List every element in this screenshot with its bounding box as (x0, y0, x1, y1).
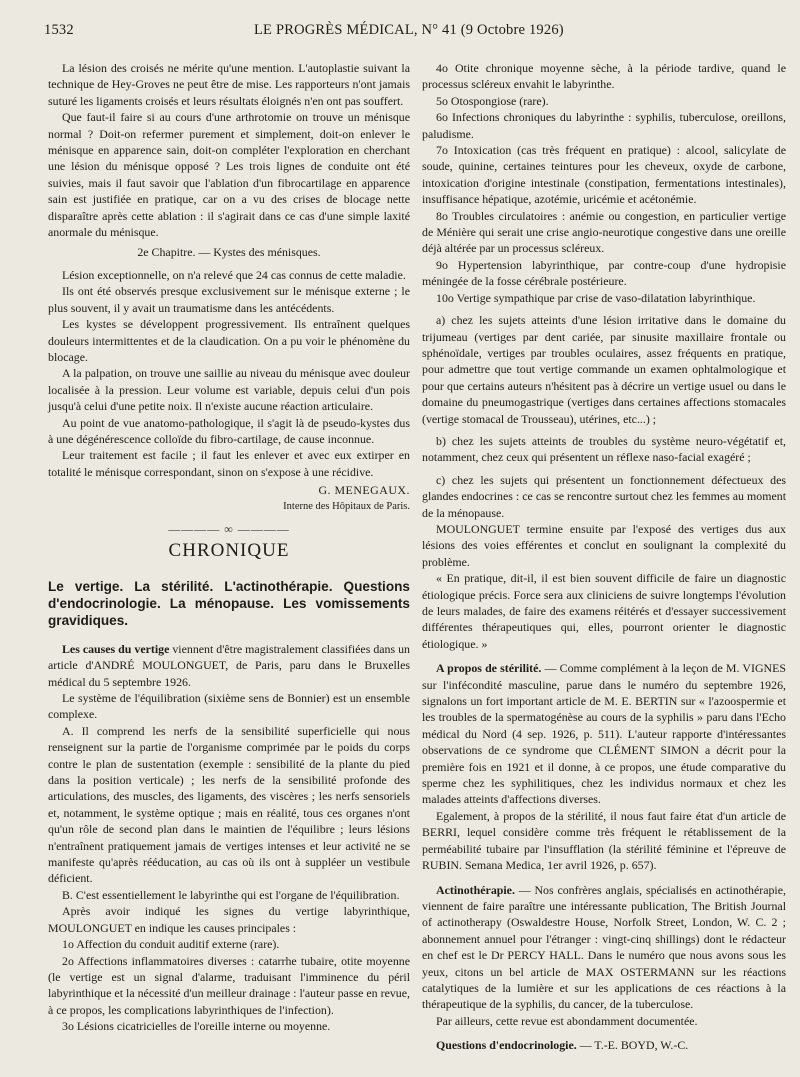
paragraph: b) chez les sujets atteints de troubles du système neuro-végétatif et, notamment, chez ceux qui présentent un réflexe naso-facial exagéré ; (422, 433, 786, 465)
paragraph: B. C'est essentiellement le labyrinthe qui est l'organe de l'équilibration. (62, 887, 400, 902)
page-number: 1532 (44, 22, 74, 38)
list-item: 1o Affection du conduit auditif externe (rare). (62, 937, 280, 952)
paragraph: Ils ont été observés presque exclusivement sur le ménisque externe ; le plus souvent, il y avait un traumatisme dans les antécédents. (48, 284, 410, 315)
list-item: 2o Affections inflammatoires diverses : catarrhe tubaire, otite moyenne (le vertige est un signal d'alarme, traduisant l'imminence du péril labyrinthique et la nécessité d'un meilleur drainage : l'auteur passe en revue, à ce propos, les complications labyrinthiques de l'infection). (48, 953, 410, 1017)
paragraph: Lésion exceptionnelle, on n'a relevé que 24 cas connus de cette maladie. (62, 267, 406, 282)
paragraph: Au point de vue anatomo-pathologique, il s'agit là de pseudo-kystes dus à une dégénérescence colloïde du fibro-cartilage, de cause inconnue. (48, 415, 410, 446)
paragraph (48, 641, 410, 690)
list-item: 3o Lésions cicatricielles de l'oreille interne ou moyenne. (62, 1019, 331, 1034)
paragraph: « En pratique, dit-il, il est bien souvent difficile de faire un diagnostic étiologique précis. Force sera aux cliniciens de suivre longtemps l'évolution de leurs malades, de faire des examens réitérés et d'essayer successivement différentes thérapeutiques qui, elles, pourront orienter le diagnostic étiologique. » (422, 571, 786, 651)
paragraph: A. Il comprend les nerfs de la sensibilité superficielle qui nous renseignent sur la partie de l'organisme comprimée par le poids du corps contre le plan de sustentation (exemple : sensibilité de la plante du pied dans la position verticale) ; les nerfs de la sensibilité profonde des articulations, des muscles, des ligaments, des viscères ; les nerfs sensoriels et, notamment, le système optique ; mais en réalité, tous ces organes n'ont qu'un rôle de second plan dans le maintien de l'équilibre ; leurs lésions n'entraînent pratiquement jamais de vertiges intenses et leur activité ne se manifeste qu'après rééducation, au cas où ils ont à suppléer un vestibule déficient. (48, 723, 410, 886)
paragraph (422, 660, 786, 808)
spacer (422, 874, 786, 882)
section-heading: CHRONIQUE (168, 540, 290, 562)
paragraph-text: — T.-E. BOYD, W.-C. (576, 1038, 689, 1053)
list-item: 6o Infections chroniques du labyrinthe : syphilis, tuberculose, oreillons, paludisme. (422, 110, 786, 141)
paragraph: c) chez les sujets qui présentent un fonctionnement défectueux des glandes endocrines : ce cas se rencontre surtout chez les femmes au moment de la ménopause. (422, 472, 786, 520)
paragraph: Par ailleurs, cette revue est abondamment documentée. (436, 1013, 698, 1028)
paragraph: Les kystes se développent progressivement. Ils entraînent quelques douleurs intermittentes et de la claudication. On a pu voir le phénomène du blocage. (48, 317, 410, 364)
run-in-heading: A propos de stérilité. (436, 661, 542, 676)
list-item: 5o Otospongiose (rare). (436, 93, 549, 108)
ornamental-divider: ———— ∞ ———— (168, 521, 290, 536)
list-item: 8o Troubles circulatoires : anémie ou congestion, en particulier vertige de Ménière qui serait une crise angio-neurotique congestive dans une oreille déjà altérée par un processus scléreux. (422, 208, 786, 256)
right-column (422, 60, 786, 1054)
topic-title: Le vertige. La stérilité. L'actinothérapie. Questions d'endocrinologie. La ménopause. Les vomissements gravidiques. (48, 578, 410, 628)
run-in-heading: Questions d'endocrinologie. (436, 1038, 577, 1053)
paragraph (422, 882, 786, 1013)
spacer (422, 652, 786, 660)
paragraph: Que faut-il faire si au cours d'une arthrotomie on trouve un ménisque normal ? Doit-on refermer purement et simplement, doit-on enlever le ménisque en apparence sain, doit-on compléter l'exploration en cherchant une lésion du ménisque opposé ? Les trois lignes de conduite ont été suivies, mais il faut savoir que l'ablation d'un fibrocartilage en apparence sain est justifiée en pratique, car on a vu des crises de blocage nette disparaître après cette ablation : il s'agirait dans ce cas d'une simple laxité anormale du ménisque. (48, 110, 410, 240)
author-role: Interne des Hôpitaux de Paris. (283, 500, 410, 512)
paragraph: A la palpation, on trouve une saillie au niveau du ménisque avec douleur localisée à la pression. Leur volume est variable, depuis celui d'un pois jusqu'à celui d'une petite noix. Il n'existe aucune réaction articulaire. (48, 366, 410, 414)
paragraph: La lésion des croisés ne mérite qu'une mention. L'autoplastie suivant la technique de Hey-Groves ne peut être de mise. Les rapporteurs n'ont jamais suturé les ligaments croisés et leurs résultats éloignés n'en ont pas souffert. (48, 61, 410, 108)
paragraph-text: — Nos confrères anglais, spécialisés en actinothérapie, viennent de faire paraître une intéressante publication, The British Journal of actinotherapy (Oswaldestre House, Norfolk Street, London, W. C. 2 ; abonnement annuel pour l'étranger : vingt-cinq shillings) dont le rédacteur en chef est le Dr PERCY HALL. Dans le numéro que nous avons sous les yeux, citons un bel article de MAX OSTERMANN sur les réactions catalytiques de la lumière et sur les applications de ces réactions à la thérapeutique de la syphilis, du cancer, de la tuberculose. (422, 882, 786, 1012)
run-in-heading: Les causes du vertige (62, 641, 170, 656)
paragraph-text: viennent d'être magistralement classifiées dans un article d'ANDRÉ MOULONGUET, de Paris, paru dans le Bruxelles médical du 5 septembre 1926. (48, 641, 410, 689)
list-item: 4o Otite chronique moyenne sèche, à la période tardive, quand le processus scléreux envahit le labyrinthe. (422, 61, 786, 92)
paragraph: Après avoir indiqué les signes du vertige labyrinthique, MOULONGUET en indique les causes principales : (48, 904, 410, 935)
paragraph-text: — Comme complément à la leçon de M. VIGNES sur l'infécondité masculine, parue dans le numéro du septembre 1926, signalons un fort important article de M. E. BERTIN sur « l'azoospermie et les troubles de la spermatogénèse au cours de la syphilis » paru dans l'Echo médical du Nord (4 sep. 1926, p. 511). L'auteur rapporte d'intéressantes observations de ce syndrome que CLÉMENT SIMON a décrit pour la première fois en 1921 et il donne, à ce propos, une étude comparative du sperme chez les syphilitiques, chez les individus normaux et chez les malades atteints d'affections diverses. (422, 661, 786, 807)
run-in-heading: Actinothérapie. (436, 882, 515, 897)
page-header (44, 22, 776, 44)
list-item: 7o Intoxication (cas très fréquent en pratique) : alcool, salicylate de soude, quinine, certaines teintures pour les cheveux, oxyde de carbone, intoxication d'origine intestinale (constipation, fermentations intestinales), insuffisance hépatique, azotémie, uricémie et acétonémie. (422, 143, 786, 207)
author-signature: G. MENEGAUX. (318, 483, 410, 498)
paragraph: Egalement, à propos de la stérilité, il nous faut faire état d'un article de BERRI, lequel considère comme très fréquent le rétablissement de la perméabilité tubaire par l'insufflation (la stérilité féminine et l'épreuve de RUBIN. Semana Medica, 1er avril 1926, p. 657). (422, 808, 786, 873)
spacer (422, 1029, 786, 1037)
chapter-heading: 2e Chapitre. — Kystes des ménisques. (137, 245, 321, 260)
list-item: 10o Vertige sympathique par crise de vaso-dilatation labyrinthique. (436, 290, 756, 305)
paragraph (422, 1037, 786, 1053)
paragraph: MOULONGUET termine ensuite par l'exposé des vertiges dus aux lésions des voies efférentes et conclut en soulignant la complexité du problème. (422, 521, 786, 569)
left-column (48, 60, 410, 1035)
paragraph: a) chez les sujets atteints d'une lésion irritative dans le domaine du trijumeau (vertiges par dent cariée, par sinusite maxillaire frontale ou sphénoïdale, vertiges par troubles oculaires, assez fréquents en pratique, pour admettre que tout vertige commande un examen ophtalmologique et pour que certains auteurs n'hésitent pas à décrire un vertige usuel ou dans le domaine du pneumogastrique (vertiges dans certaines affections stomacales (vertige stomacal de Trousseau), utérines, etc...) ; (422, 313, 786, 426)
paragraph: Leur traitement est facile ; il faut les enlever et avec eux extirper en totalité le ménisque correspondant, sinon on s'expose à une récidive. (48, 448, 410, 479)
list-item: 9o Hypertension labyrinthique, par contre-coup d'une hydropisie méningée de la fosse cérébrale postérieure. (422, 257, 786, 289)
paragraph: Le système de l'équilibration (sixième sens de Bonnier) est un ensemble complexe. (48, 691, 410, 722)
running-head: LE PROGRÈS MÉDICAL, N° 41 (9 Octobre 1926) (254, 22, 564, 38)
